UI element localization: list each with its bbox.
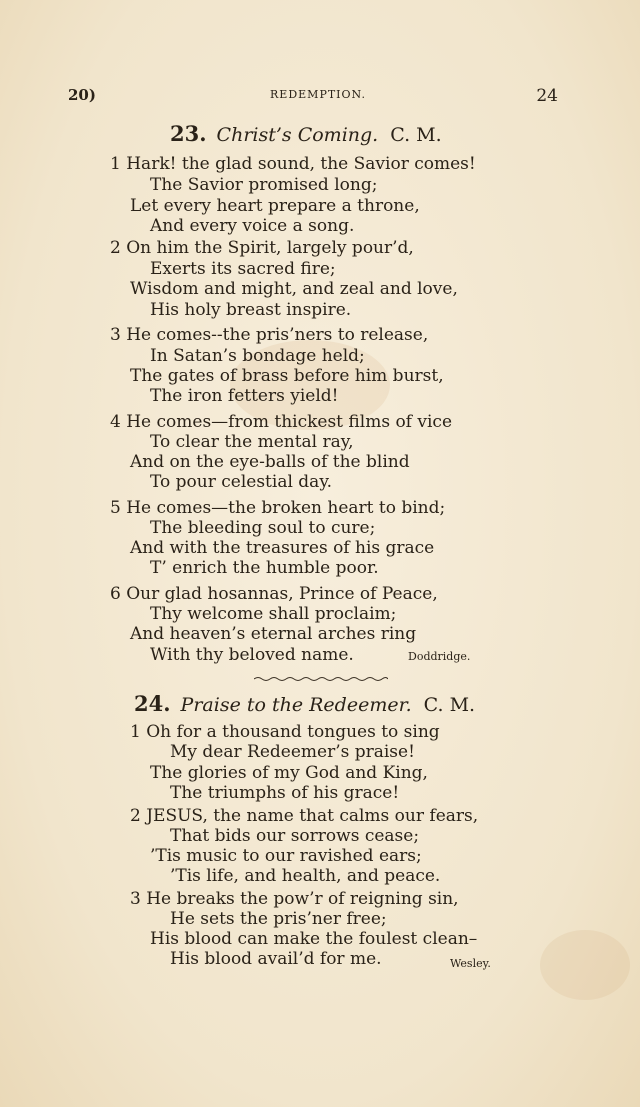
stanza-line: In Satan’s bondage held; xyxy=(150,346,365,366)
section-divider xyxy=(254,676,388,682)
stanza-line: The iron fetters yield! xyxy=(150,386,339,406)
header-page-ref: 20) xyxy=(68,86,96,104)
stanza-number: 2 xyxy=(130,806,141,826)
stanza-line: My dear Redeemer’s praise! xyxy=(170,742,415,762)
hymn-attribution: Doddridge. xyxy=(408,650,471,663)
stanza-number: 4 xyxy=(110,412,121,432)
hymn-meter: C. M. xyxy=(390,124,442,146)
stanza-line: ’Tis life, and health, and peace. xyxy=(170,866,441,886)
stanza-number: 5 xyxy=(110,498,121,518)
hymn-title xyxy=(170,121,442,146)
stanza-line: The glories of my God and King, xyxy=(150,763,428,783)
hymn-title xyxy=(134,691,475,716)
paper-stain xyxy=(540,930,630,1000)
stanza-line: That bids our sorrows cease; xyxy=(170,826,420,846)
stanza-line: The Savior promised long; xyxy=(150,175,378,195)
stanza-line: ’Tis music to our ravished ears; xyxy=(150,846,422,866)
stanza-line: His blood avail’d for me. xyxy=(170,949,382,969)
stanza-line: With thy beloved name. xyxy=(150,645,354,665)
stanza-line: And with the treasures of his grace xyxy=(130,538,435,558)
stanza-line: 5 He comes—the broken heart to bind; xyxy=(110,498,446,518)
stanza-line: 3 He comes--the pris’ners to release, xyxy=(110,325,429,345)
stanza-line: The gates of brass before him burst, xyxy=(130,366,444,386)
stanza-line: And heaven’s eternal arches ring xyxy=(130,624,417,644)
header-page-number: 24 xyxy=(536,86,558,106)
stanza-line: 3 He breaks the pow’r of reigning sin, xyxy=(130,889,459,909)
hymn-number: 24. xyxy=(134,691,171,716)
stanza-line: Let every heart prepare a throne, xyxy=(130,196,420,216)
stanza-number: 6 xyxy=(110,584,121,604)
hymn-name: Christ’s Coming. xyxy=(216,124,379,146)
stanza-line: 2 JESUS, the name that calms our fears, xyxy=(130,806,479,826)
stanza-number: 1 xyxy=(130,722,141,742)
stanza-line: And on the eye-balls of the blind xyxy=(130,452,410,472)
stanza-line: Thy welcome shall proclaim; xyxy=(150,604,397,624)
stanza-number: 1 xyxy=(110,154,121,174)
stanza-line: Exerts its sacred fire; xyxy=(150,259,336,279)
stanza-line: 6 Our glad hosannas, Prince of Peace, xyxy=(110,584,438,604)
stanza-line: The bleeding soul to cure; xyxy=(150,518,376,538)
stanza-number: 2 xyxy=(110,238,121,258)
hymn-attribution: Wesley. xyxy=(450,957,491,970)
stanza-line: His holy breast inspire. xyxy=(150,300,352,320)
stanza-line: To clear the mental ray, xyxy=(150,432,354,452)
hymn-name: Praise to the Redeemer. xyxy=(180,694,412,716)
stanza-line: 1 Oh for a thousand tongues to sing xyxy=(130,722,440,742)
stanza-line: To pour celestial day. xyxy=(150,472,333,492)
stanza-line: T’ enrich the humble poor. xyxy=(150,558,379,578)
stanza-line: His blood can make the foulest clean– xyxy=(150,929,478,949)
stanza-line: 2 On him the Spirit, largely pour’d, xyxy=(110,238,414,258)
running-header xyxy=(68,86,568,106)
hymn-number: 23. xyxy=(170,121,207,146)
hymn-meter: C. M. xyxy=(423,694,476,716)
stanza-line: And every voice a song. xyxy=(150,216,355,236)
stanza-line: Wisdom and might, and zeal and love, xyxy=(130,279,458,299)
stanza-number: 3 xyxy=(110,325,121,345)
stanza-line: 1 Hark! the glad sound, the Savior comes! xyxy=(110,154,476,174)
header-section-title: REDEMPTION. xyxy=(270,88,366,101)
stanza-line: The triumphs of his grace! xyxy=(170,783,400,803)
stanza-line: 4 He comes—from thickest films of vice xyxy=(110,412,452,432)
stanza-number: 3 xyxy=(130,889,141,909)
stanza-line: He sets the pris’ner free; xyxy=(170,909,387,929)
